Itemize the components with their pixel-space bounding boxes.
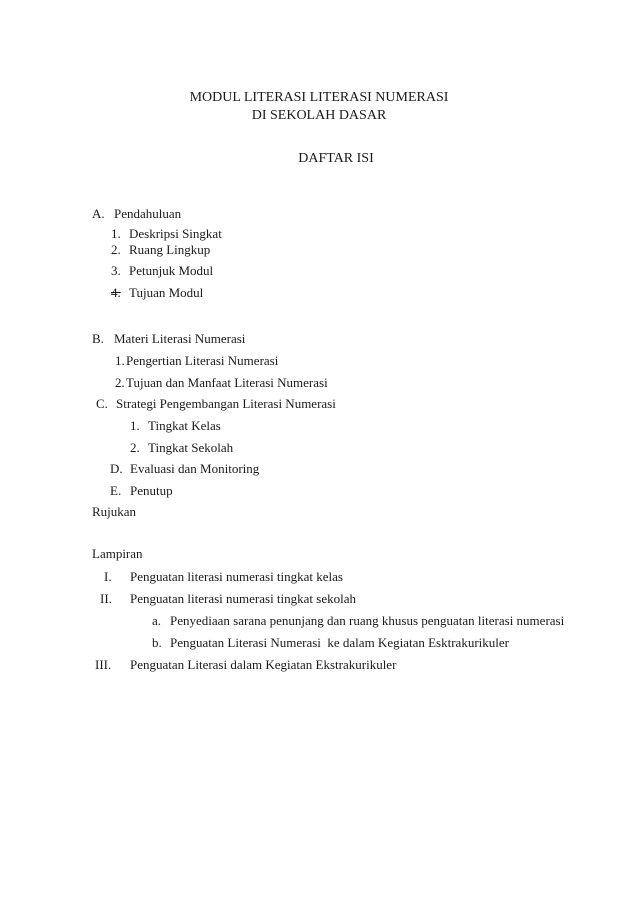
doc-title-line-1: MODUL LITERASI LITERASI NUMERASI xyxy=(189,90,449,105)
section-a-item-3-num: 3. xyxy=(111,263,121,278)
section-b-item-2-label: Tujuan dan Manfaat Literasi Numerasi xyxy=(126,375,328,390)
section-c-label: Strategi Pengembangan Literasi Numerasi xyxy=(116,396,336,411)
section-b-item-1-num: 1. xyxy=(115,353,125,368)
lampiran-item-2a-label: Penyediaan sarana penunjang dan ruang khusus penguatan literasi numerasi xyxy=(170,613,565,628)
section-a-item-2-label: Ruang Lingkup xyxy=(129,242,211,257)
section-d-marker: D. xyxy=(110,461,123,476)
doc-title-line-2: DI SEKOLAH DASAR xyxy=(251,108,387,123)
section-b-label: Materi Literasi Numerasi xyxy=(114,331,246,346)
toc-heading: DAFTAR ISI xyxy=(298,151,374,166)
section-b-item-1-label: Pengertian Literasi Numerasi xyxy=(126,353,279,368)
section-c-item-1-num: 1. xyxy=(130,418,140,433)
rujukan-heading: Rujukan xyxy=(92,504,137,519)
section-e-marker: E. xyxy=(110,483,122,498)
section-a-marker: A. xyxy=(92,206,105,221)
lampiran-item-1-num: I. xyxy=(104,569,112,584)
section-a-item-4-num: 4. xyxy=(111,285,121,300)
section-c-marker: C. xyxy=(96,396,108,411)
section-a-item-1-num: 1. xyxy=(111,226,121,241)
lampiran-item-2b-num: b. xyxy=(152,635,162,650)
lampiran-heading: Lampiran xyxy=(92,546,143,561)
section-c-item-2-label: Tingkat Sekolah xyxy=(148,440,234,455)
section-a-item-2-num: 2. xyxy=(111,242,121,257)
section-a-item-3-label: Petunjuk Modul xyxy=(129,263,214,278)
section-b-item-2-num: 2. xyxy=(115,375,125,390)
section-c-item-2-num: 2. xyxy=(130,440,140,455)
lampiran-item-2-label: Penguatan literasi numerasi tingkat sekolah xyxy=(130,591,356,606)
section-e-label: Penutup xyxy=(130,483,173,498)
lampiran-item-1-label: Penguatan literasi numerasi tingkat kelas xyxy=(130,569,343,584)
lampiran-item-3-num: III. xyxy=(95,657,112,672)
section-c-item-1-label: Tingkat Kelas xyxy=(148,418,221,433)
lampiran-item-2a-num: a. xyxy=(152,613,162,628)
section-a-label: Pendahuluan xyxy=(114,206,182,221)
section-a-item-1-label: Deskripsi Singkat xyxy=(129,226,222,241)
lampiran-item-2b-label: Penguatan Literasi Numerasi ke dalam Kegiatan Esktrakurikuler xyxy=(170,635,509,650)
lampiran-item-2-num: II. xyxy=(100,591,112,606)
section-a-item-4-label: Tujuan Modul xyxy=(129,285,204,300)
lampiran-item-3-label: Penguatan Literasi dalam Kegiatan Ekstrakurikuler xyxy=(130,657,397,672)
section-d-label: Evaluasi dan Monitoring xyxy=(130,461,260,476)
section-b-marker: B. xyxy=(92,331,104,346)
